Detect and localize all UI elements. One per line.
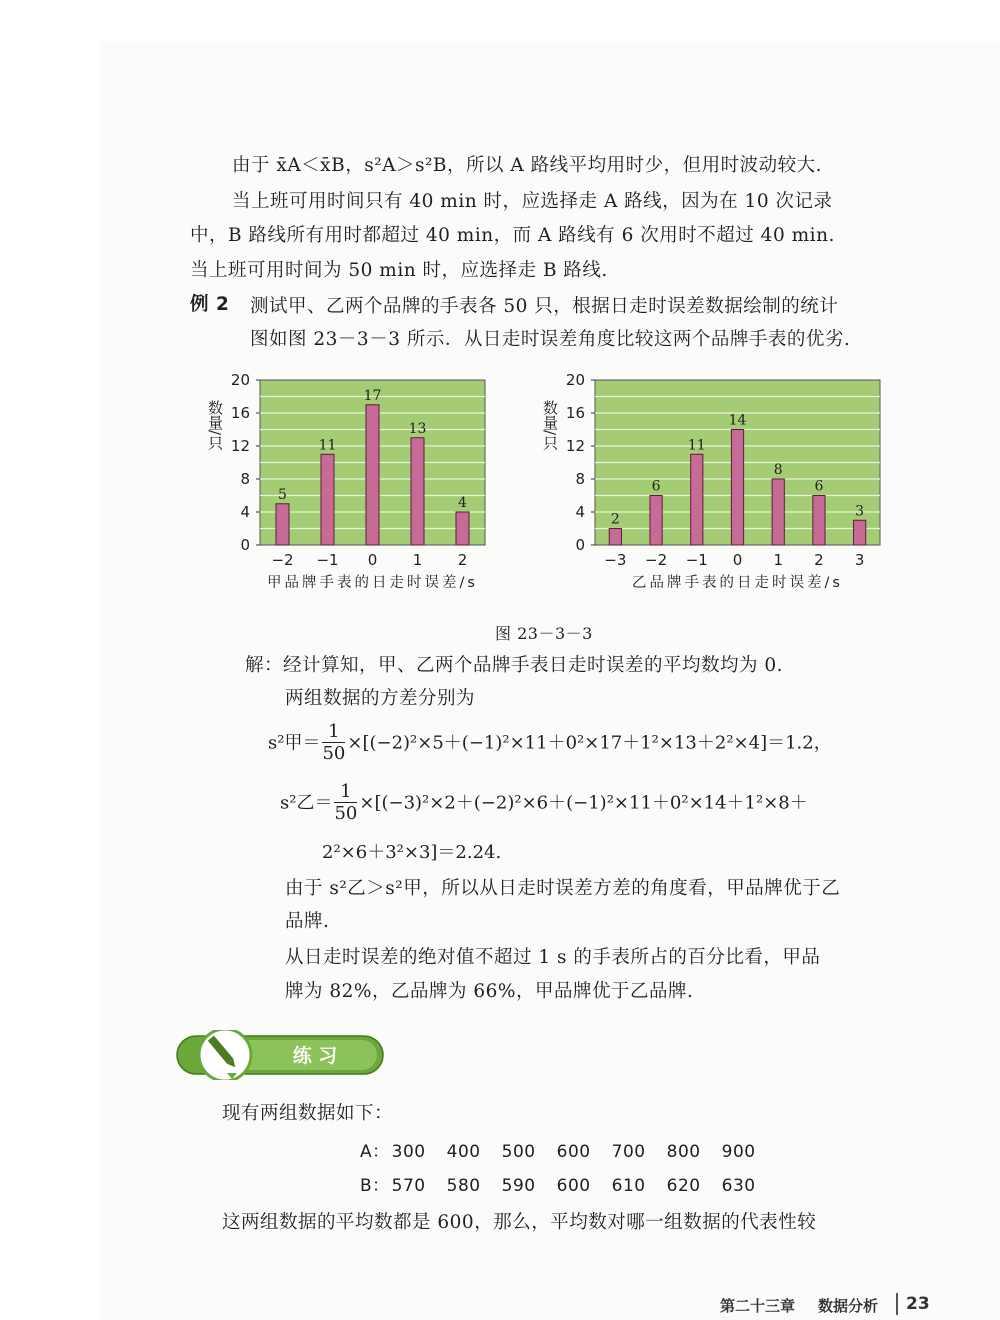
bar-value-label: 17 — [363, 387, 382, 404]
example-label: 例 2 — [190, 294, 230, 315]
bar-value-label: 11 — [687, 437, 706, 454]
y-tick-label: 4 — [240, 503, 250, 521]
y-tick-label: 16 — [565, 404, 585, 422]
bar — [321, 454, 334, 545]
bar — [813, 496, 825, 546]
row-b-value-1: 580 — [446, 1176, 481, 1196]
solution-line1: 解：经计算知，甲、乙两个品牌手表日走时误差的平均数均为 0. — [245, 655, 784, 676]
row-b-value-4: 610 — [611, 1176, 646, 1196]
exercise-row-b — [360, 1172, 777, 1200]
y-tick-label: 0 — [240, 536, 250, 554]
x-tick-label: −2 — [645, 551, 668, 569]
y-tick-label: 4 — [575, 503, 585, 521]
frac-num: 1 — [322, 722, 345, 743]
exercise-banner — [175, 1030, 385, 1080]
y-tick-label: 8 — [240, 470, 250, 488]
row-a-value-4: 700 — [611, 1142, 646, 1162]
variance-yi-continued: 2²×6＋3²×3]＝2.24. — [322, 842, 502, 863]
bar — [772, 479, 784, 545]
conclusion2-line1: 从日走时误差的绝对值不超过 1 s 的手表所占的百分比看，甲品 — [285, 947, 821, 968]
bar — [456, 512, 469, 545]
exercise-closing: 这两组数据的平均数都是 600，那么，平均数对哪一组数据的代表性较 — [222, 1212, 817, 1233]
para-40min-line1: 当上班可用时间只有 40 min 时，应选择走 A 路线，因为在 10 次记录 — [232, 191, 833, 212]
variance-yi — [280, 782, 808, 825]
bar-value-label: 6 — [814, 478, 824, 495]
bar — [609, 529, 621, 546]
example-text-line2: 图如图 23－3－3 所示．从日走时误差角度比较这两个品牌手表的优劣. — [250, 329, 851, 350]
bar-value-label: 4 — [458, 495, 467, 511]
variance-jia-rhs: ×[(−2)²×5＋(−1)²×11＋0²×17＋1²×13＋2²×4]＝1.2， — [347, 732, 832, 754]
frac-num-2: 1 — [334, 782, 357, 803]
bar — [366, 405, 379, 545]
variance-jia — [268, 722, 832, 765]
footer-divider — [896, 1293, 898, 1315]
row-a-value-2: 500 — [501, 1142, 536, 1162]
bar-value-label: 8 — [773, 462, 783, 478]
x-tick-label: −1 — [685, 551, 708, 569]
variance-yi-rhs: ×[(−3)²×2＋(−2)²×6＋(−1)²×11＋0²×14＋1²×8＋ — [359, 792, 808, 814]
row-a-value-0: 300 — [391, 1142, 426, 1162]
conclusion1-line1: 由于 s²乙＞s²甲，所以从日走时误差方差的角度看，甲品牌优于乙 — [285, 878, 841, 899]
row-a-value-1: 400 — [446, 1142, 481, 1162]
para-50min: 当上班可用时间为 50 min 时，应选择走 B 路线. — [190, 260, 608, 281]
row-b-values — [390, 1176, 777, 1196]
page-number: 23 — [906, 1294, 930, 1314]
bar — [650, 496, 662, 546]
row-b-value-6: 630 — [721, 1176, 756, 1196]
row-b-value-0: 570 — [391, 1176, 426, 1196]
x-tick-label: 0 — [732, 551, 743, 569]
para-40min-line2: 中，B 路线所有用时都超过 40 min，而 A 路线有 6 次用时不超过 40 min. — [190, 225, 835, 246]
chart-yi — [530, 362, 885, 592]
x-axis-label: 甲品牌手表的日走时误差/s — [267, 575, 478, 591]
row-b-value-2: 590 — [501, 1176, 536, 1196]
y-tick-label: 16 — [230, 404, 250, 422]
row-a-values — [390, 1142, 777, 1162]
y-tick-label: 12 — [230, 437, 250, 455]
y-tick-label: 8 — [575, 470, 585, 488]
bar-value-label: 3 — [855, 503, 865, 520]
x-tick-label: −3 — [604, 551, 627, 569]
row-a-value-6: 900 — [721, 1142, 756, 1162]
x-tick-label: 3 — [854, 551, 865, 569]
para-conclusion-routes: 由于 x̄A＜x̄B，s²A＞s²B，所以 A 路线平均用时少，但用时波动较大. — [232, 155, 822, 176]
y-tick-label: 12 — [565, 437, 585, 455]
x-tick-label: 2 — [814, 551, 824, 569]
row-a-label: A： — [360, 1142, 390, 1162]
x-tick-label: 2 — [457, 551, 468, 569]
row-b-value-3: 600 — [556, 1176, 591, 1196]
x-tick-label: 1 — [412, 551, 423, 569]
bar — [691, 454, 703, 545]
y-tick-label: 0 — [575, 536, 585, 554]
bar-value-label: 11 — [318, 437, 337, 454]
bar — [854, 520, 866, 545]
bar — [276, 504, 289, 545]
x-tick-label: 1 — [773, 551, 783, 569]
y-axis-label: 数量/只 — [206, 400, 224, 451]
y-tick-label: 20 — [230, 371, 250, 389]
exercise-intro: 现有两组数据如下： — [222, 1103, 394, 1124]
fraction-one-fiftieth — [322, 722, 345, 765]
row-a-value-3: 600 — [556, 1142, 591, 1162]
y-axis-label: 数量/只 — [541, 400, 559, 451]
x-tick-label: −1 — [316, 551, 339, 569]
bar-value-label: 2 — [610, 511, 620, 528]
frac-den-2: 50 — [334, 803, 358, 824]
bar — [411, 438, 424, 545]
bar-value-label: 6 — [651, 478, 661, 495]
exercise-row-a — [360, 1138, 777, 1166]
x-tick-label: 0 — [367, 551, 378, 569]
example-text-line1: 测试甲、乙两个品牌的手表各 50 只，根据日走时误差数据绘制的统计 — [250, 296, 839, 317]
bar-value-label: 14 — [728, 412, 747, 429]
bar — [731, 430, 743, 546]
row-b-value-5: 620 — [666, 1176, 701, 1196]
footer-chapter: 第二十三章 — [720, 1297, 796, 1315]
row-b-label: B： — [360, 1176, 390, 1196]
variance-yi-lhs: s²乙＝ — [280, 792, 333, 814]
fraction-one-fiftieth-2 — [334, 782, 357, 825]
solution-line2: 两组数据的方差分别为 — [285, 688, 476, 709]
conclusion1-line2: 品牌. — [285, 911, 330, 932]
variance-jia-lhs: s²甲＝ — [268, 732, 321, 754]
figure-caption: 图 23－3－3 — [495, 624, 593, 643]
conclusion2-line2: 牌为 82%，乙品牌为 66%，甲品牌优于乙品牌. — [285, 981, 694, 1002]
x-tick-label: −2 — [271, 551, 294, 569]
bar-value-label: 13 — [408, 420, 427, 437]
exercise-banner-label: 练 习 — [292, 1045, 338, 1067]
y-tick-label: 20 — [565, 371, 585, 389]
bar-value-label: 5 — [278, 486, 287, 503]
row-a-value-5: 800 — [666, 1142, 701, 1162]
chart-jia — [195, 362, 500, 592]
footer-section: 数据分析 — [818, 1297, 879, 1315]
x-axis-label: 乙品牌手表的日走时误差/s — [632, 575, 843, 591]
frac-den: 50 — [322, 743, 346, 764]
